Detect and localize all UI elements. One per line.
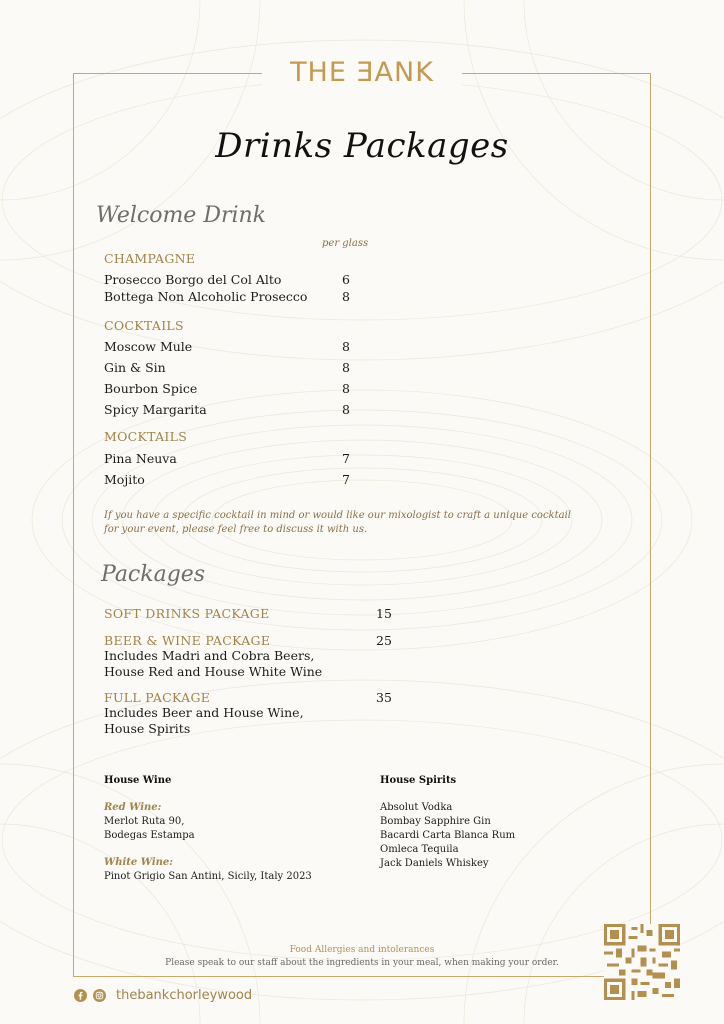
- drink-price: 8: [342, 402, 350, 417]
- drink-price: 8: [342, 289, 350, 304]
- package-description: Includes Madri and Cobra Beers,: [104, 648, 315, 663]
- package-description: House Spirits: [104, 721, 191, 736]
- brand-logo: THE ƎANK: [262, 54, 462, 92]
- house-wine-heading: House Wine: [104, 775, 172, 786]
- instagram-icon[interactable]: [93, 989, 106, 1002]
- white-wine-line: Pinot Grigio San Antini, Sicily, Italy 2023: [104, 871, 312, 882]
- spirit-item: Omleca Tequila: [380, 844, 459, 855]
- drink-item: Prosecco Borgo del Col Alto: [104, 272, 282, 287]
- social-handle[interactable]: thebankchorleywood: [116, 988, 253, 1003]
- spirit-item: Absolut Vodka: [380, 802, 453, 813]
- drink-item: Pina Neuva: [104, 451, 177, 466]
- welcome-drink-heading: Welcome Drink: [96, 203, 267, 228]
- package-price: 35: [376, 690, 392, 705]
- spirit-item: Bacardi Carta Blanca Rum: [380, 830, 516, 841]
- drink-price: 7: [342, 472, 350, 487]
- drink-price: 8: [342, 339, 350, 354]
- package-price: 25: [376, 633, 392, 648]
- drink-price: 8: [342, 381, 350, 396]
- drink-item: Mojito: [104, 472, 145, 487]
- drink-item: Gin & Sin: [104, 360, 166, 375]
- per-glass-label: per glass: [322, 238, 369, 249]
- package-name: FULL PACKAGE: [104, 690, 211, 705]
- package-description: Includes Beer and House Wine,: [104, 705, 304, 720]
- qr-code[interactable]: [604, 924, 680, 1000]
- packages-heading: Packages: [101, 562, 206, 587]
- house-spirits-heading: House Spirits: [380, 775, 457, 786]
- facebook-icon[interactable]: [74, 989, 87, 1002]
- social-links: [74, 988, 252, 1003]
- drink-item: Moscow Mule: [104, 339, 193, 354]
- cocktail-note-line-2: for your event, please feel free to discuss it with us.: [104, 524, 368, 535]
- red-wine-label: Red Wine:: [104, 802, 162, 813]
- allergy-text: Please speak to our staff about the ingredients in your meal, when making your order.: [165, 958, 559, 968]
- package-name: BEER & WINE PACKAGE: [104, 633, 271, 648]
- drink-price: 8: [342, 360, 350, 375]
- package-price: 15: [376, 606, 392, 621]
- spirit-item: Jack Daniels Whiskey: [380, 858, 489, 869]
- spirit-item: Bombay Sapphire Gin: [380, 816, 491, 827]
- category-mocktails: MOCKTAILS: [104, 429, 188, 444]
- category-champagne: CHAMPAGNE: [104, 251, 196, 266]
- allergy-title: Food Allergies and intolerances: [289, 945, 435, 955]
- drink-item: Bottega Non Alcoholic Prosecco: [104, 289, 308, 304]
- red-wine-line: Bodegas Estampa: [104, 830, 195, 841]
- package-name: SOFT DRINKS PACKAGE: [104, 606, 270, 621]
- category-cocktails: COCKTAILS: [104, 318, 184, 333]
- page-title: Drinks Packages: [215, 126, 509, 166]
- package-description: House Red and House White Wine: [104, 664, 323, 679]
- drink-price: 7: [342, 451, 350, 466]
- red-wine-line: Merlot Ruta 90,: [104, 816, 185, 827]
- drink-item: Bourbon Spice: [104, 381, 198, 396]
- white-wine-label: White Wine:: [104, 857, 173, 868]
- drink-price: 6: [342, 272, 350, 287]
- cocktail-note-line-1: If you have a specific cocktail in mind or would like our mixologist to craft a unique cocktail: [104, 510, 571, 521]
- drink-item: Spicy Margarita: [104, 402, 207, 417]
